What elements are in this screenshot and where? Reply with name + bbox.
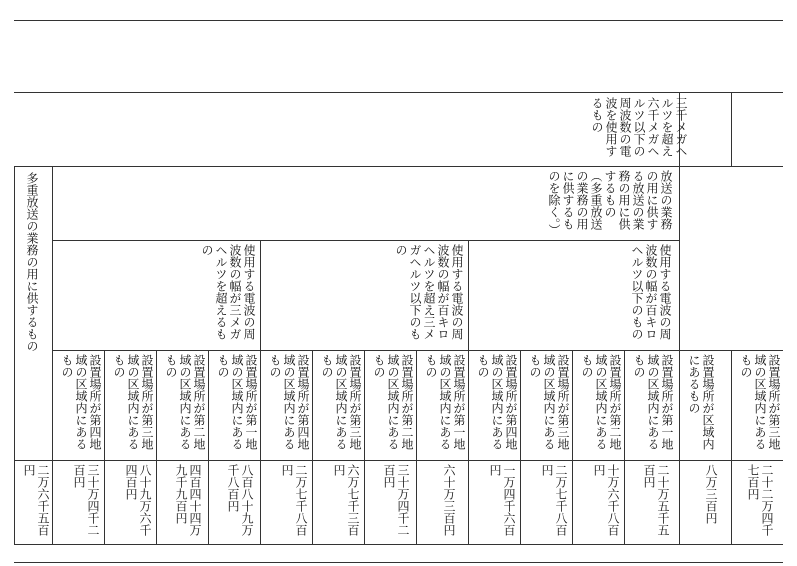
condition-cell: 設置場所が第三地域の区域内にあるもの: [739, 354, 781, 450]
fee-cell: 四百四十四万九千九百円: [174, 464, 202, 536]
fee-cell: 一万四千六百円: [488, 464, 516, 536]
header-frequency-label: 三千メガヘルツを超え六千メガヘルツ以下の周波数の電波を使用するもの: [590, 97, 688, 157]
col-rule-o: [731, 92, 732, 166]
row-rule-4: [14, 460, 783, 461]
col-rule-f: [260, 240, 261, 544]
col-rule-d: [156, 350, 157, 544]
condition-cell: 設置場所が第二地域の区域内にあるもの: [372, 354, 414, 450]
condition-cell: 設置場所が第四地域の区域内にあるもの: [268, 354, 310, 450]
table-top-border: [14, 92, 783, 93]
condition-cell: 設置場所が第三地域の区域内にあるもの: [112, 354, 154, 450]
col-rule-h: [364, 350, 365, 544]
col-rule-k: [520, 350, 521, 544]
fee-cell: 二万六千五百円: [22, 464, 50, 536]
condition-cell: 設置場所が第四地域の区域内にあるもの: [476, 354, 518, 450]
row-label-multiplex: 多重放送の業務の用に供するもの: [25, 172, 39, 352]
condition-cell: 設置場所が第二地域の区域内にあるもの: [580, 354, 622, 450]
fee-cell: 二十万五千五百円: [642, 464, 670, 536]
top-rule: [14, 20, 783, 21]
subheader-broadcast: 放送の業務の用に供する放送の業務の用に供するもの（多重放送の業務の用に供するものを除く。）: [547, 170, 673, 236]
condition-cell: 設置場所が第三地域の区域内にあるもの: [320, 354, 362, 450]
fee-cell: 三十万四千二百円: [72, 464, 100, 536]
group-header-under-100k: 使用する電波の周波数の幅が百キロヘルツ以下のもの: [630, 244, 672, 340]
condition-cell: 設置場所が第三地域の区域内にあるもの: [528, 354, 570, 450]
row-rule-2: [52, 240, 679, 241]
col-rule-m: [624, 350, 625, 544]
col-rule-l: [572, 350, 573, 544]
fee-cell: 八百八十九万千八百円: [226, 464, 254, 536]
col-rule-e: [208, 350, 209, 544]
col-rule-p: [731, 350, 732, 544]
bottom-rule: [14, 562, 783, 563]
fee-cell: 八十九万六千四百円: [124, 464, 152, 536]
row-rule-1: [14, 166, 783, 167]
condition-cell: 設置場所が第四地域の区域内にあるもの: [60, 354, 102, 450]
fee-cell: 二十二万四千七百円: [746, 464, 774, 536]
fee-cell: 二万七千八百円: [540, 464, 568, 536]
col-rule-j: [468, 240, 469, 544]
condition-cell: 設置場所が第二地域の区域内にあるもの: [164, 354, 206, 450]
col-rule-i: [416, 350, 417, 544]
group-header-over-3mhz: 使用する電波の周波数の幅が三メガヘルツを超えるもの: [200, 244, 256, 340]
table-bottom-border: [14, 544, 783, 545]
fee-cell: 六十万三百円: [442, 464, 456, 536]
col-rule-a: [14, 166, 15, 544]
fee-cell: 十万六千八百円: [592, 464, 620, 536]
fee-cell: 二万七千八百円: [280, 464, 308, 536]
group-header-100k-3mhz: 使用する電波の周波数の幅が百キロヘルツを超え三メガヘルツ以下のもの: [394, 244, 464, 340]
row-rule-3: [52, 350, 783, 351]
fee-cell: 六万七千三百円: [332, 464, 360, 536]
col-rule-g: [312, 350, 313, 544]
col-rule-c: [104, 350, 105, 544]
col-rule-b: [52, 166, 53, 544]
condition-cell: 設置場所が第一地域の区域内にあるもの: [632, 354, 674, 450]
condition-cell: 設置場所が区域内にあるもの: [687, 354, 715, 450]
fee-cell: 八万三百円: [704, 464, 718, 524]
condition-cell: 設置場所が第一地域の区域内にあるもの: [216, 354, 258, 450]
condition-cell: 設置場所が第一地域の区域内にあるもの: [424, 354, 466, 450]
fee-cell: 三十万四千二百円: [382, 464, 410, 536]
